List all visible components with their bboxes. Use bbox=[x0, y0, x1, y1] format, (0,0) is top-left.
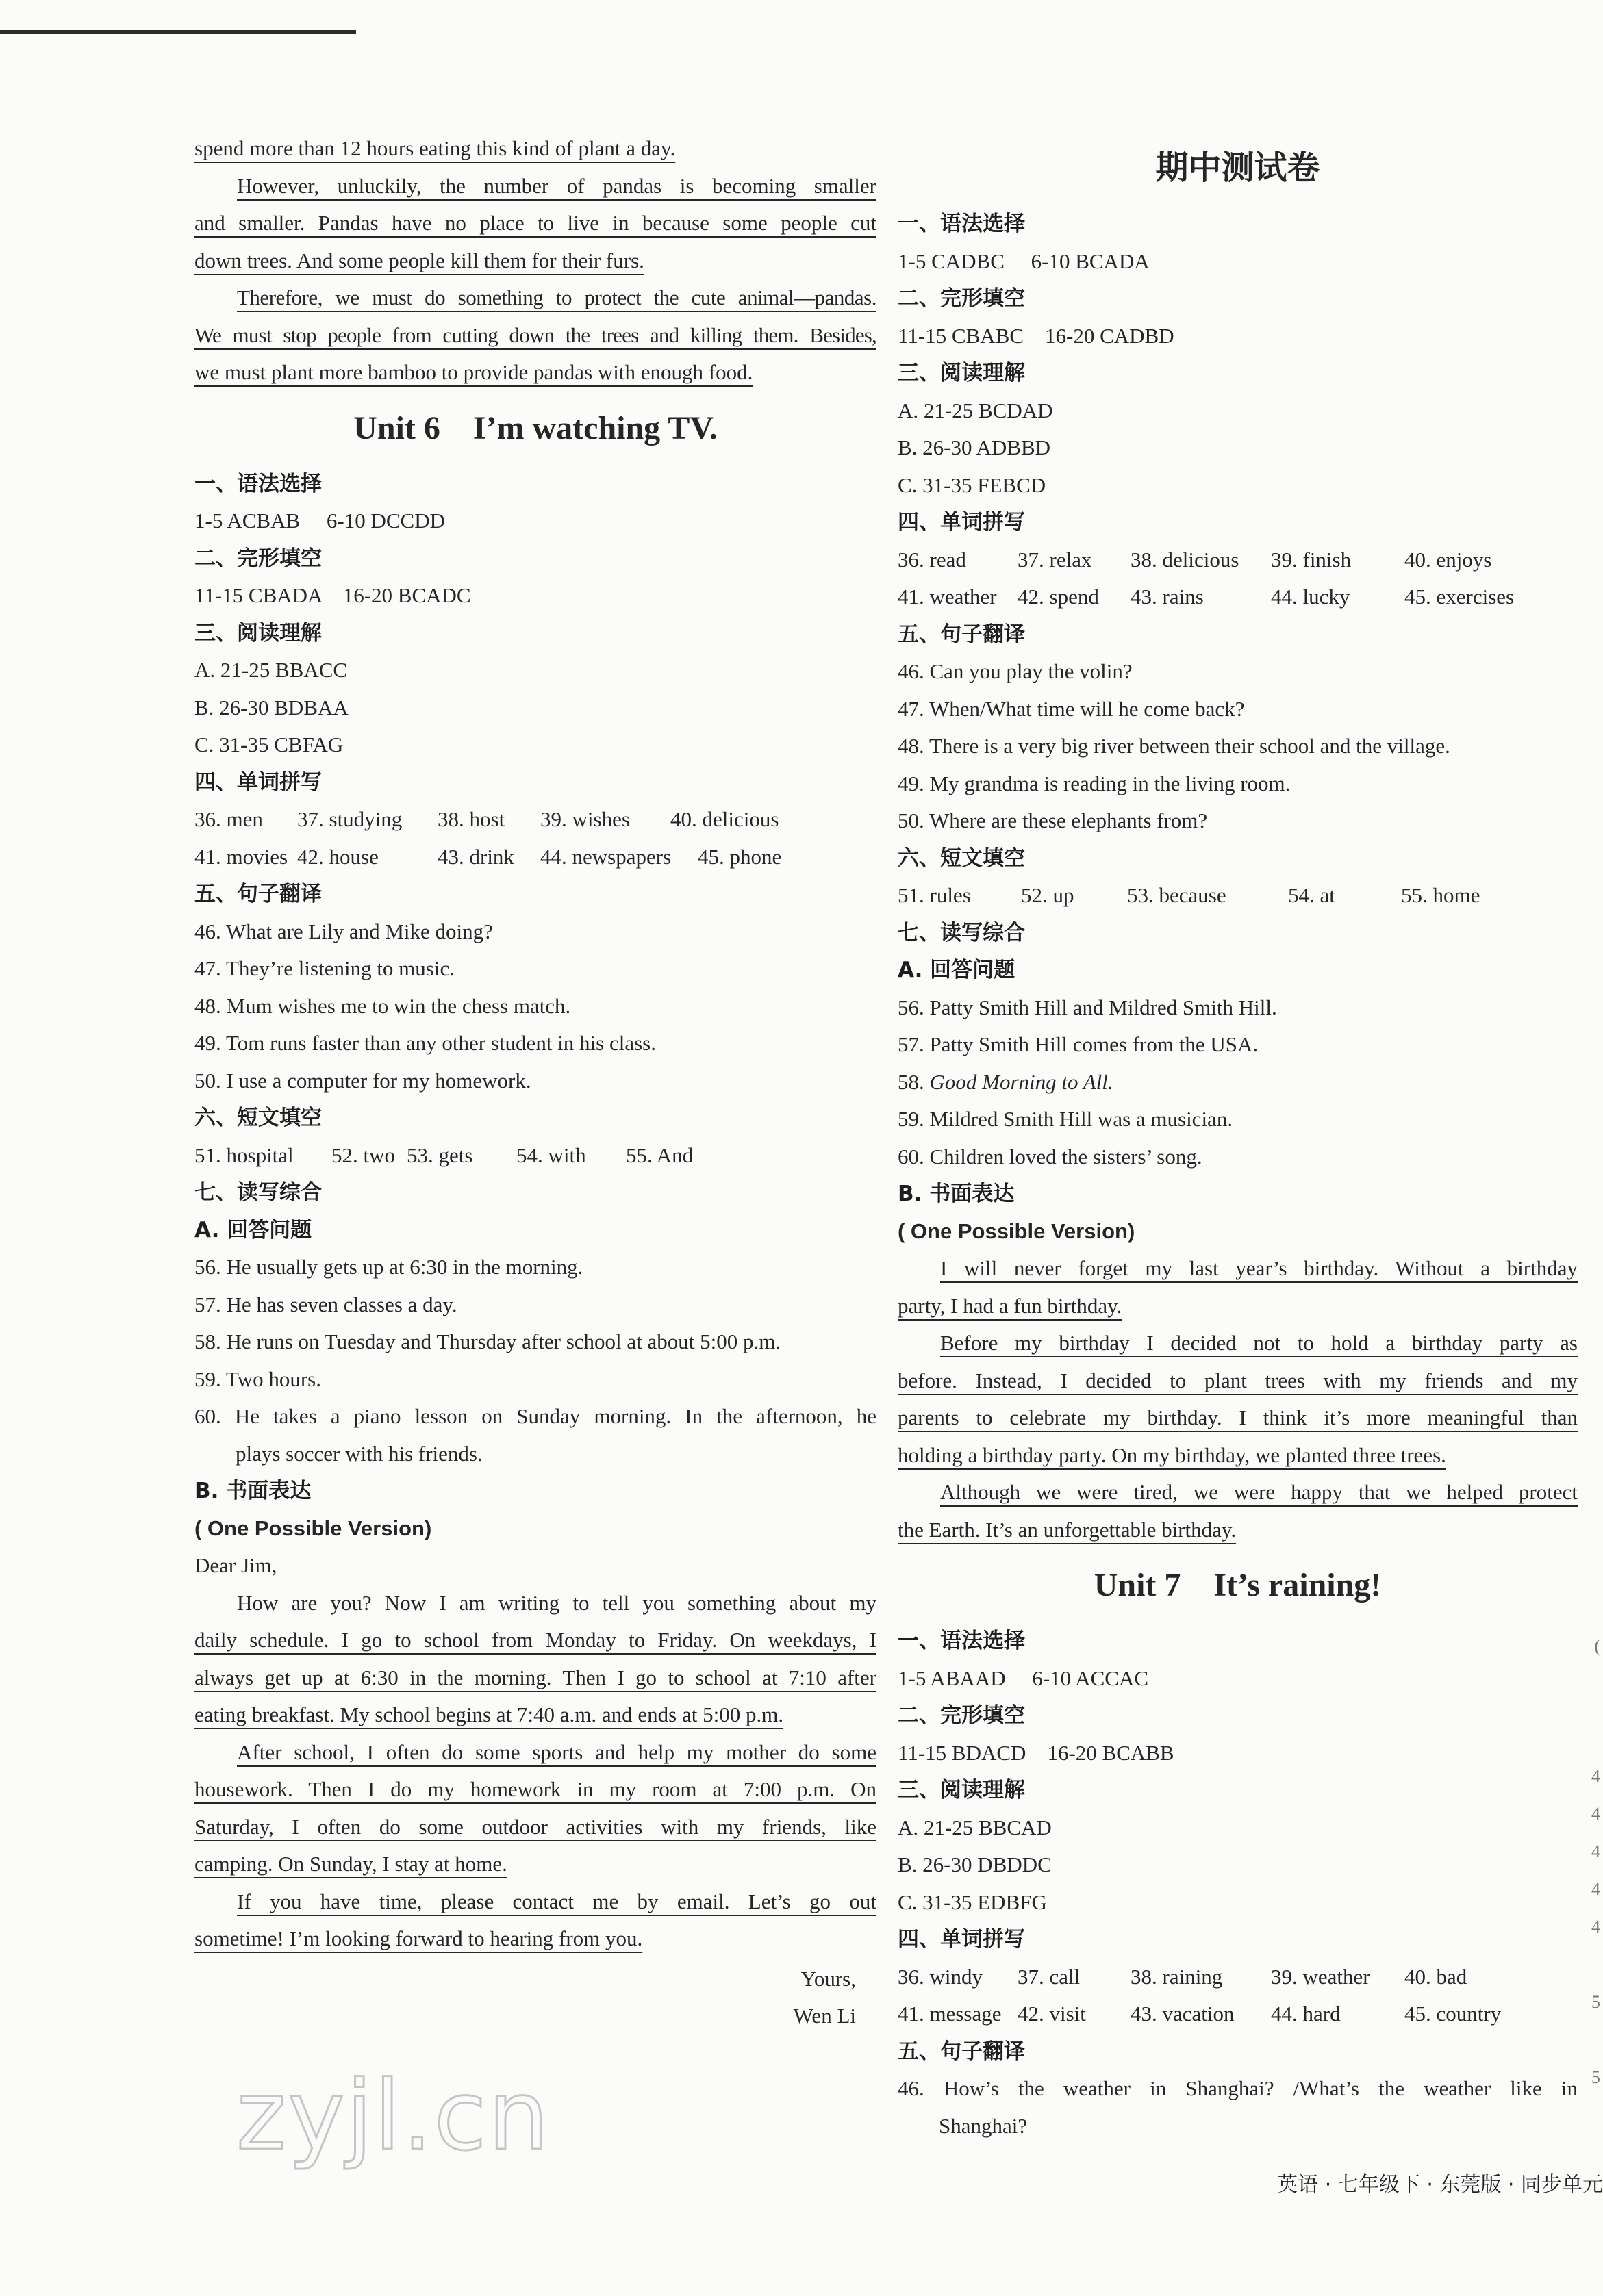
right-column bbox=[898, 137, 1578, 2145]
word-item: 41. message bbox=[898, 2002, 1002, 2026]
essay-line: Although we were tired, we were happy that we helped protect bbox=[940, 1480, 1578, 1504]
answer-line: 60. He takes a piano lesson on Sunday morning. In the afternoon, he bbox=[194, 1404, 876, 1428]
cloze-item: 53. because bbox=[1127, 883, 1226, 907]
intro-line: Therefore, we must do something to protect the cute animal—pandas. bbox=[237, 285, 876, 309]
section-heading: 三、阅读理解 bbox=[898, 361, 1025, 385]
letter-line: How are you? Now I am writing to tell you something about my bbox=[237, 1590, 876, 1615]
answer-line: C. 31-35 CBFAG bbox=[194, 732, 344, 756]
answer-line: 11-15 CBABC 16-20 CADBD bbox=[898, 323, 1174, 348]
section-heading: 二、完形填空 bbox=[898, 1703, 1025, 1728]
intro-line: down trees. And some people kill them for their furs. bbox=[194, 248, 644, 272]
answer-line: C. 31-35 EDBFG bbox=[898, 1889, 1047, 1914]
word-item: 36. windy bbox=[898, 1964, 983, 1989]
letter-line: daily schedule. I go to school from Monday to Friday. On weekdays, I bbox=[194, 1628, 876, 1652]
section-heading: 五、句子翻译 bbox=[194, 882, 322, 906]
answer-number: 58. bbox=[898, 1069, 930, 1094]
word-item: 45. phone bbox=[698, 844, 782, 869]
unit6-title: Unit 6 I’m watching TV. bbox=[353, 409, 718, 446]
letter-line: housework. Then I do my homework in my room at 7:00 p.m. On bbox=[194, 1777, 876, 1801]
word-item: 40. delicious bbox=[670, 807, 779, 831]
section-heading: 三、阅读理解 bbox=[194, 620, 322, 646]
intro-line: we must plant more bamboo to provide pandas with enough food. bbox=[194, 360, 753, 384]
answer-line: A. 21-25 BCDAD bbox=[898, 398, 1053, 422]
word-item: 38. raining bbox=[1131, 1964, 1223, 1989]
answer-line: C. 31-35 FEBCD bbox=[898, 472, 1046, 497]
section-heading: 五、句子翻译 bbox=[898, 622, 1025, 647]
intro-line: We must stop people from cutting down the trees and killing them. Besides, bbox=[194, 322, 876, 347]
midterm-title: 期中测试卷 bbox=[1155, 149, 1320, 187]
letter-line: eating breakfast. My school begins at 7:40 a.m. and ends at 5:00 p.m. bbox=[194, 1702, 784, 1726]
answer-line: 11-15 BDACD 16-20 BCABB bbox=[898, 1740, 1174, 1765]
translation-line: 48. Mum wishes me to win the chess match. bbox=[194, 993, 571, 1018]
translation-line: 47. They’re listening to music. bbox=[194, 956, 455, 980]
word-item: 43. rains bbox=[1131, 585, 1204, 609]
cloze-item: 55. And bbox=[626, 1143, 694, 1167]
translation-line: 49. My grandma is reading in the living room. bbox=[898, 771, 1291, 795]
translation-line: 48. There is a very big river between their school and the village. bbox=[898, 734, 1450, 758]
word-row bbox=[898, 578, 1578, 616]
word-item: 45. country bbox=[1404, 2002, 1502, 2026]
essay-line: before. Instead, I decided to plant trees with my friends and my bbox=[898, 1368, 1578, 1392]
essay-line: parents to celebrate my birthday. I think it’s more meaningful than bbox=[898, 1405, 1578, 1429]
song-title: Good Morning to All. bbox=[929, 1069, 1113, 1094]
section-heading: 七、读写综合 bbox=[898, 920, 1025, 945]
answer-line: B. 26-30 DBDDC bbox=[898, 1852, 1052, 1876]
translation-line: 47. When/What time will he come back? bbox=[898, 696, 1245, 721]
answer-line: 56. He usually gets up at 6:30 in the morning. bbox=[194, 1255, 583, 1279]
subsection-heading: A. 回答问题 bbox=[194, 1217, 312, 1242]
left-column bbox=[194, 130, 876, 2035]
edge-mark: 4 bbox=[1591, 1841, 1600, 1861]
essay-line: I will never forget my last year’s birthday. Without a birthday bbox=[940, 1256, 1578, 1280]
edge-mark: 4 bbox=[1591, 1879, 1600, 1899]
essay-line: holding a birthday party. On my birthday, we planted three trees. bbox=[898, 1442, 1446, 1467]
letter-line: camping. On Sunday, I stay at home. bbox=[194, 1852, 507, 1876]
subsection-heading: A. 回答问题 bbox=[898, 958, 1015, 982]
cloze-item: 52. up bbox=[1021, 883, 1074, 907]
answer-line: 60. Children loved the sisters’ song. bbox=[898, 1144, 1202, 1169]
edge-mark: 4 bbox=[1591, 1917, 1600, 1937]
letter-closing: Yours, bbox=[800, 1966, 856, 1991]
edge-mark: 5 bbox=[1591, 1992, 1600, 2012]
word-item: 44. lucky bbox=[1271, 585, 1350, 609]
word-item: 39. wishes bbox=[540, 807, 630, 831]
letter-line: After school, I often do some sports and help my mother do some bbox=[237, 1739, 876, 1764]
word-row bbox=[898, 1959, 1578, 1996]
letter-signature: Wen Li bbox=[793, 2004, 856, 2028]
answer-line: 58. He runs on Tuesday and Thursday after school at about 5:00 p.m. bbox=[194, 1329, 781, 1353]
word-item: 42. visit bbox=[1018, 2002, 1086, 2026]
answer-line: A. 21-25 BBCAD bbox=[898, 1815, 1052, 1839]
translation-line: 50. I use a computer for my homework. bbox=[194, 1068, 531, 1093]
word-item: 41. movies bbox=[194, 844, 288, 869]
cloze-item: 54. at bbox=[1288, 883, 1335, 907]
word-item: 37. relax bbox=[1018, 547, 1092, 572]
letter-line: sometime! I’m looking forward to hearing from you. bbox=[194, 1926, 643, 1950]
version-label: ( One Possible Version) bbox=[194, 1516, 432, 1540]
translation-line: Shanghai? bbox=[939, 2113, 1028, 2138]
section-heading: 六、短文填空 bbox=[898, 845, 1025, 871]
word-item: 42. spend bbox=[1018, 585, 1099, 609]
watermark: zyjl.cn bbox=[236, 2061, 551, 2172]
word-item: 43. drink bbox=[438, 844, 514, 869]
edge-mark: 4 bbox=[1591, 1804, 1600, 1824]
cloze-item: 53. gets bbox=[407, 1143, 473, 1167]
intro-line: and smaller. Pandas have no place to live in because some people cut bbox=[194, 211, 876, 235]
answer-line: 59. Two hours. bbox=[194, 1366, 321, 1391]
answer-line: 11-15 CBADA 16-20 BCADC bbox=[194, 583, 471, 607]
word-row bbox=[194, 801, 876, 839]
answer-line: B. 26-30 BDBAA bbox=[194, 695, 349, 719]
section-heading: 四、单词拼写 bbox=[898, 1927, 1025, 1952]
essay-line: the Earth. It’s an unforgettable birthday. bbox=[898, 1517, 1237, 1542]
section-heading: 七、读写综合 bbox=[194, 1180, 322, 1205]
essay-line: Before my birthday I decided not to hold a birthday party as bbox=[940, 1331, 1578, 1355]
letter-line: If you have time, please contact me by email. Let’s go out bbox=[237, 1889, 876, 1913]
translation-line: 50. Where are these elephants from? bbox=[898, 808, 1208, 832]
word-item: 44. hard bbox=[1271, 2002, 1341, 2026]
edge-mark: ( bbox=[1594, 1636, 1600, 1656]
word-item: 45. exercises bbox=[1404, 585, 1515, 609]
word-item: 37. call bbox=[1018, 1964, 1081, 1989]
translation-line: 46. How’s the weather in Shanghai? /What’s the weather like in bbox=[898, 2076, 1578, 2100]
intro-line: spend more than 12 hours eating this kind of plant a day. bbox=[194, 136, 676, 160]
word-item: 40. bad bbox=[1404, 1964, 1467, 1989]
cloze-item: 52. two bbox=[331, 1143, 395, 1167]
section-heading: 三、阅读理解 bbox=[898, 1778, 1025, 1802]
subsection-heading: B. 书面表达 bbox=[194, 1479, 312, 1503]
word-item: 42. house bbox=[297, 844, 379, 869]
translation-line: 49. Tom runs faster than any other student in his class. bbox=[194, 1031, 656, 1055]
section-heading: 一、语法选择 bbox=[898, 212, 1025, 236]
word-item: 44. newspapers bbox=[540, 844, 672, 869]
answer-line: A. 21-25 BBACC bbox=[194, 658, 348, 682]
section-heading: 一、语法选择 bbox=[898, 1629, 1025, 1653]
top-rule bbox=[0, 30, 356, 34]
intro-line: However, unluckily, the number of pandas is becoming smaller bbox=[237, 173, 876, 198]
cloze-item: 54. with bbox=[516, 1143, 586, 1167]
word-item: 43. vacation bbox=[1131, 2002, 1235, 2026]
answer-line: plays soccer with his friends. bbox=[236, 1441, 483, 1466]
answer-line: 1-5 ACBAB 6-10 DCCDD bbox=[194, 509, 446, 533]
word-item: 38. delicious bbox=[1131, 547, 1239, 572]
word-item: 39. weather bbox=[1271, 1964, 1370, 1989]
answer-line bbox=[898, 1064, 1578, 1101]
section-heading: 四、单词拼写 bbox=[194, 769, 322, 795]
section-heading: 二、完形填空 bbox=[194, 546, 322, 571]
cloze-item: 51. rules bbox=[898, 883, 971, 907]
word-item: 36. read bbox=[898, 547, 966, 572]
cloze-row bbox=[898, 877, 1578, 915]
version-label: ( One Possible Version) bbox=[898, 1219, 1135, 1243]
section-heading: 五、句子翻译 bbox=[898, 2039, 1025, 2064]
answer-line: 1-5 CADBC 6-10 BCADA bbox=[898, 248, 1150, 273]
unit7-title: Unit 7 It’s raining! bbox=[1094, 1567, 1382, 1603]
letter-line: Saturday, I often do some outdoor activities with my friends, like bbox=[194, 1814, 876, 1839]
essay-line: party, I had a fun birthday. bbox=[898, 1293, 1122, 1318]
letter-line: always get up at 6:30 in the morning. Then I go to school at 7:10 after bbox=[194, 1665, 876, 1689]
section-heading: 一、语法选择 bbox=[194, 471, 322, 496]
answer-line: 57. He has seven classes a day. bbox=[194, 1292, 457, 1316]
section-heading: 六、短文填空 bbox=[194, 1106, 322, 1130]
answer-line: 57. Patty Smith Hill comes from the USA. bbox=[898, 1032, 1259, 1056]
page-footer: 英语 · 七年级下 · 东莞版 · 同步单元 bbox=[1277, 2173, 1603, 2197]
word-item: 41. weather bbox=[898, 585, 997, 609]
cloze-item: 51. hospital bbox=[194, 1143, 294, 1167]
answer-line: 56. Patty Smith Hill and Mildred Smith Hill. bbox=[898, 995, 1277, 1019]
edge-mark: 4 bbox=[1591, 1766, 1600, 1786]
word-item: 38. host bbox=[438, 807, 505, 831]
answer-line: 1-5 ABAAD 6-10 ACCAC bbox=[898, 1666, 1149, 1690]
word-row bbox=[898, 541, 1578, 579]
cloze-item: 55. home bbox=[1401, 883, 1480, 907]
letter-line: Dear Jim, bbox=[194, 1553, 277, 1577]
translation-line: 46. Can you play the volin? bbox=[898, 659, 1133, 683]
word-row bbox=[194, 839, 876, 876]
word-row bbox=[898, 1995, 1578, 2033]
section-heading: 四、单词拼写 bbox=[898, 510, 1025, 535]
word-item: 37. studying bbox=[297, 807, 403, 831]
word-item: 40. enjoys bbox=[1404, 547, 1492, 572]
word-item: 39. finish bbox=[1271, 547, 1352, 572]
cloze-row bbox=[194, 1137, 876, 1175]
subsection-heading: B. 书面表达 bbox=[898, 1182, 1015, 1206]
answer-line: B. 26-30 ADBBD bbox=[898, 435, 1051, 459]
section-heading: 二、完形填空 bbox=[898, 286, 1025, 311]
answer-line: 59. Mildred Smith Hill was a musician. bbox=[898, 1107, 1233, 1131]
translation-line: 46. What are Lily and Mike doing? bbox=[194, 919, 493, 943]
word-item: 36. men bbox=[194, 807, 263, 831]
edge-mark: 5 bbox=[1591, 2067, 1600, 2087]
